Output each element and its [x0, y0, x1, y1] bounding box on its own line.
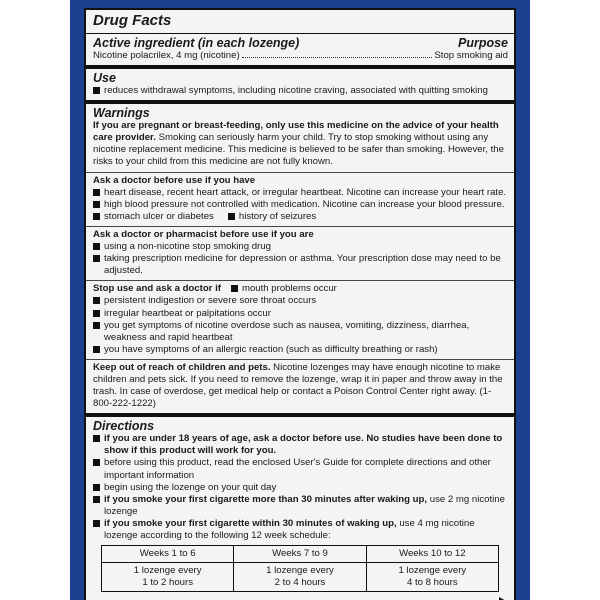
table-header-cell: Weeks 1 to 6	[102, 546, 234, 563]
ask-pharmacist-block	[86, 227, 514, 281]
bullet-icon	[93, 346, 100, 353]
warnings-heading: Warnings	[93, 106, 150, 121]
use-section	[86, 69, 514, 104]
list-item: taking prescription medicine for depression or asthma. Your prescription dose may need to be adjusted.	[93, 253, 508, 277]
bullet-icon	[93, 496, 100, 503]
list-item: reduces withdrawal symptoms, including nicotine craving, associated with quitting smoking	[93, 85, 508, 97]
use-heading: Use	[93, 71, 116, 86]
list-item: heart disease, recent heart attack, or irregular heartbeat. Nicotine can increase your heart rate.	[93, 187, 508, 199]
list-item: you have symptoms of an allergic reaction (such as difficulty breathing or rash)	[93, 344, 508, 356]
list-item: before using this product, read the enclosed User's Guide for complete directions and other important information	[93, 457, 508, 481]
bullet-icon	[93, 310, 100, 317]
bullet-icon	[231, 285, 238, 292]
table-cell: 1 lozenge every 2 to 4 hours	[234, 563, 366, 592]
keep-out-block: Keep out of reach of children and pets. Nicotine lozenges may have enough nicotine to make children and pets sick. If you need to remove the lozenge, wrap it in paper and throw away in the trash. In case of overdose, get medical help or contact a Poison Control Center right away. (1-800-222-1222)	[86, 360, 514, 417]
dosing-schedule-table	[101, 545, 499, 592]
bullet-icon	[93, 189, 100, 196]
list-item: using a non-nicotine stop smoking drug	[93, 241, 508, 253]
ask-doctor-heading: Ask a doctor before use if you have	[93, 174, 256, 186]
drug-facts-title: Drug Facts	[93, 12, 172, 29]
bullet-icon	[93, 87, 100, 94]
keep-out-heading: Keep out of reach of children and pets.	[93, 361, 271, 373]
bullet-icon	[93, 435, 100, 442]
list-item: high blood pressure not controlled with medication. Nicotine can increase your blood pressure.	[93, 199, 508, 211]
list-item: you get symptoms of nicotine overdose such as nausea, vomiting, dizziness, diarrhea, weakness and rapid heartbeat	[93, 320, 508, 344]
bullet-icon	[93, 201, 100, 208]
list-item: mouth problems occur	[231, 283, 337, 295]
drug-facts-panel	[84, 8, 516, 600]
table-header-cell: Weeks 7 to 9	[234, 546, 366, 563]
list-item: begin using the lozenge on your quit day	[93, 482, 508, 494]
ask-pharmacist-heading: Ask a doctor or pharmacist before use if you are	[93, 228, 314, 240]
dotted-leader	[242, 57, 433, 58]
bullet-icon	[93, 297, 100, 304]
table-cell: 1 lozenge every 1 to 2 hours	[102, 563, 234, 592]
directions-heading: Directions	[93, 419, 155, 434]
bullet-icon	[93, 213, 100, 220]
bullet-icon	[93, 484, 100, 491]
list-item: if you smoke your first cigarette within 30 minutes of waking up, use 4 mg nicotine lozenge according to the following 12 week schedule:	[93, 518, 508, 542]
bullet-icon	[93, 322, 100, 329]
directions-section	[86, 417, 514, 600]
list-item: if you are under 18 years of age, ask a doctor before use. No studies have been done to show if this product will work for you.	[93, 433, 508, 457]
table-header-row	[102, 546, 499, 563]
list-item: if you smoke your first cigarette more than 30 minutes after waking up, use 2 mg nicotine lozenge	[93, 494, 508, 518]
list-item: persistent indigestion or severe sore throat occurs	[93, 295, 508, 307]
ask-doctor-block	[86, 173, 514, 227]
list-item: stomach ulcer or diabetes	[93, 211, 214, 223]
active-ingredient-section	[86, 34, 514, 69]
table-cell: 1 lozenge every 4 to 8 hours	[366, 563, 498, 592]
table-row	[102, 563, 499, 592]
stop-use-heading: Stop use and ask a doctor if	[93, 283, 221, 295]
bullet-icon	[93, 243, 100, 250]
list-item: irregular heartbeat or palpitations occur	[93, 308, 508, 320]
warnings-section	[86, 104, 514, 417]
pregnancy-warning: If you are pregnant or breast-feeding, only use this medicine on the advice of your health care provider. Smoking can seriously harm your child. Try to stop smoking without using any nicotine replacement medicine. This medicine is believed to be safer than smoking. However, the risks to your child from this medicine are not fully known.	[93, 120, 504, 168]
purpose-text: Stop smoking aid	[434, 50, 508, 61]
bullet-icon	[93, 255, 100, 262]
table-header-cell: Weeks 10 to 12	[366, 546, 498, 563]
bullet-icon	[93, 520, 100, 527]
bullet-icon	[93, 459, 100, 466]
drug-facts-header	[86, 10, 514, 34]
list-item: history of seizures	[228, 211, 316, 223]
stop-use-block	[86, 281, 514, 360]
purpose-heading: Purpose	[457, 36, 508, 50]
ingredient-text: Nicotine polacrilex, 4 mg (nicotine)	[93, 50, 240, 61]
bullet-icon	[228, 213, 235, 220]
active-ingredient-heading: Active ingredient (in each lozenge)	[93, 36, 300, 50]
